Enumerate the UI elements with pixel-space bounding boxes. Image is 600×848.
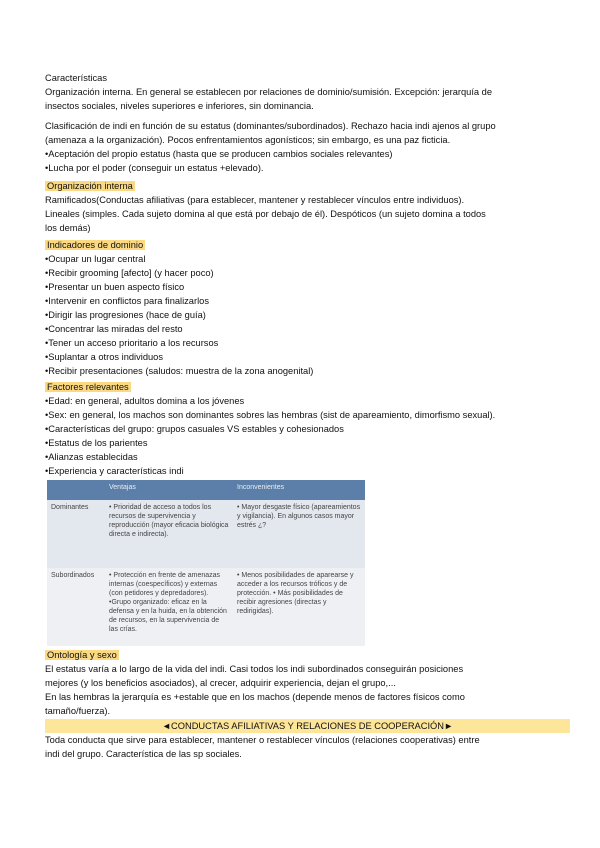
highlight-factores: Factores relevantes (47, 382, 129, 392)
row-label-subordinados: Subordinados (47, 568, 105, 646)
list-item: •Estatus de los parientes (45, 438, 148, 448)
table-row (47, 568, 365, 646)
text-line: Lineales (simples. Cada sujeto domina al que está por debajo de él). Despóticos (un sujeto domina a todos (45, 209, 486, 219)
text-line: •Aceptación del propio estatus (hasta que se producen cambios sociales relevantes) (45, 149, 393, 159)
text-line: Organización interna. En general se establecen por relaciones de dominio/sumisión. Excepción: jerarquía de (45, 87, 493, 97)
list-item: •Recibir presentaciones (saludos: muestra de la zona anogenital) (45, 366, 314, 376)
ventajas-table (47, 480, 365, 646)
text-line: •Lucha por el poder (conseguir un estatus +elevado). (45, 163, 264, 173)
list-item: •Edad: en general, adultos domina a los jóvenes (45, 396, 245, 406)
row-label-dominantes: Dominantes (47, 500, 105, 568)
highlight-indicadores: Indicadores de dominio (47, 240, 144, 250)
text-line: Ramificados(Conductas afiliativas (para establecer, mantener y restablecer vínculos entre individuos). (45, 195, 465, 205)
list-item: •Características del grupo: grupos casuales VS estables y cohesionados (45, 424, 344, 434)
cell-inconvenientes: • Menos posibilidades de aparearse y acceder a los recursos tróficos y de protección. • Más posibilidades de recibir agresiones (directas y redirigidas). (233, 568, 365, 646)
list-item: •Dirigir las progresiones (hace de guía) (45, 310, 206, 320)
list-item: •Suplantar a otros individuos (45, 352, 163, 362)
section-title-caracteristicas: Características (45, 73, 107, 83)
text-line: (amenaza a la organización). Pocos enfrentamientos agonísticos; sin embargo, es una paz ficticia. (45, 135, 451, 145)
section-header-factores (45, 380, 565, 394)
table-header-inconvenientes: Inconvenientes (233, 480, 365, 500)
list-item: •Intervenir en conflictos para finalizarlos (45, 296, 209, 306)
list-item: •Presentar un buen aspecto físico (45, 282, 185, 292)
cell-ventajas: • Prioridad de acceso a todos los recursos de supervivencia y reproducción (mayor eficacia biológica directa e indirecta). (105, 500, 233, 568)
section-header-ontologia (45, 648, 565, 662)
text-line: tamaño/fuerza). (45, 706, 111, 716)
text-line: mejores (y los beneficios asociados), al crecer, adquirir experiencia, dejan el grupo,... (45, 678, 396, 688)
document-page (45, 71, 565, 761)
list-item: •Experiencia y características indi (45, 466, 184, 476)
section-header-organizacion (45, 179, 565, 193)
text-line: Clasificación de indi en función de su estatus (dominantes/subordinados). Rechazo hacia indi ajenos al grupo (45, 121, 496, 131)
text-line: Toda conducta que sirve para establecer, mantener o restablecer vínculos (relaciones cooperativas) entre (45, 735, 480, 745)
list-item: •Recibir grooming [afecto] (y hacer poco) (45, 268, 214, 278)
highlight-organizacion: Organización interna (47, 181, 133, 191)
list-item: •Ocupar un lugar central (45, 254, 146, 264)
cell-inconvenientes: • Mayor desgaste físico (apareamientos y vigilancia). En algunos casos mayor estrés ¿? (233, 500, 365, 568)
table-row (47, 500, 365, 568)
list-item: •Sex: en general, los machos son dominantes sobres las hembras (sist de apareamiento, dimorfismo sexual). (45, 410, 496, 420)
table-header-empty (47, 480, 105, 500)
table-header-row (47, 480, 365, 500)
cell-ventajas: • Protección en frente de amenazas internas (coespecíficos) y externas (con petidores y depredadores). •Grupo organizado: eficaz en la defensa y en la huida, en la obtención de recursos, en la supervivencia de las crías. (105, 568, 233, 646)
list-item: •Alianzas establecidas (45, 452, 138, 462)
text-line: insectos sociales, niveles superiores e inferiores, sin dominancia. (45, 101, 314, 111)
text-line: indi del grupo. Característica de las sp sociales. (45, 749, 242, 759)
text-line: En las hembras la jerarquía es +estable que en los machos (depende menos de factores físicos como (45, 692, 465, 702)
section-banner-conductas: ◄CONDUCTAS AFILIATIVAS Y RELACIONES DE COOPERACIÓN► (45, 719, 570, 733)
text-line: los demás) (45, 223, 91, 233)
text-line: El estatus varía a lo largo de la vida del indi. Casi todos los indi subordinados conseguirán posiciones (45, 664, 464, 674)
table-header-ventajas: Ventajas (105, 480, 233, 500)
section-header-indicadores (45, 238, 565, 252)
list-item: •Tener un acceso prioritario a los recursos (45, 338, 219, 348)
list-item: •Concentrar las miradas del resto (45, 324, 183, 334)
highlight-ontologia: Ontología y sexo (47, 650, 117, 660)
